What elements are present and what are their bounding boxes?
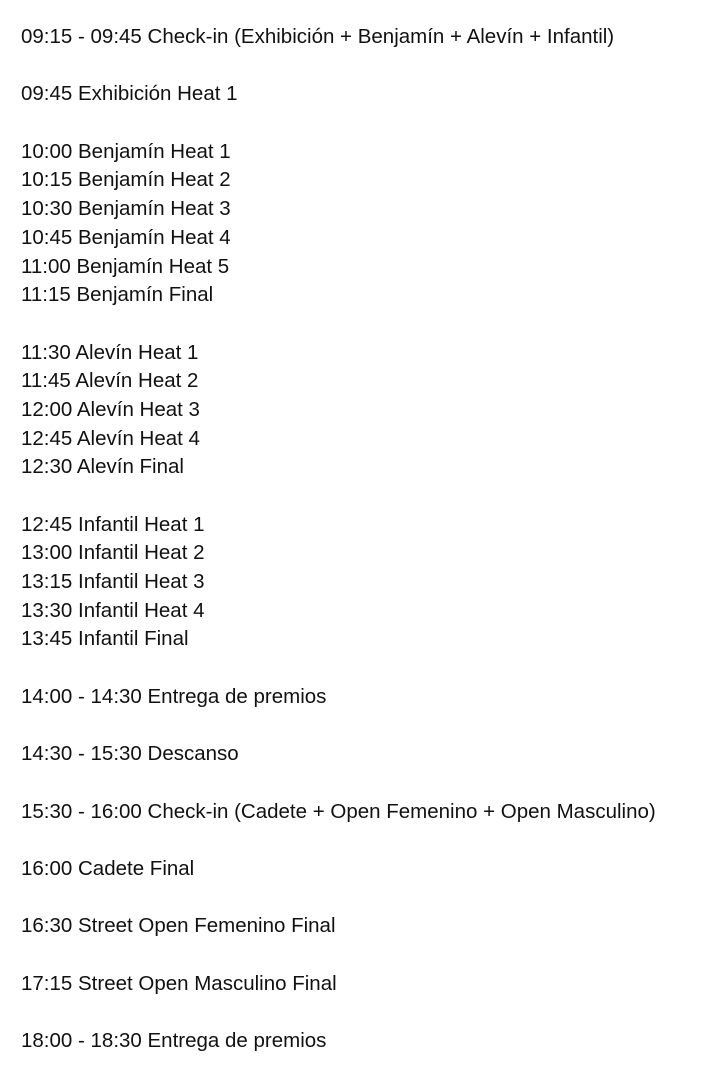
schedule-group-awards-morning: [21, 683, 721, 712]
schedule-group-open-femenino: [21, 912, 721, 941]
schedule-line: 15:30 - 16:00 Check-in (Cadete + Open Femenino + Open Masculino): [21, 799, 656, 823]
schedule-line: 14:30 - 15:30 Descanso: [21, 742, 239, 766]
schedule-line: 13:45 Infantil Final: [21, 627, 189, 651]
schedule-line: 13:30 Infantil Heat 4: [21, 598, 205, 622]
schedule-line: 11:00 Benjamín Heat 5: [21, 254, 230, 278]
schedule-group-cadete: [21, 855, 721, 884]
schedule-group-infantil: [21, 511, 721, 654]
schedule-line: 10:15 Benjamín Heat 2: [21, 168, 231, 192]
schedule-line: 12:00 Alevín Heat 3: [21, 397, 200, 421]
schedule-line: 13:00 Infantil Heat 2: [21, 541, 205, 565]
schedule-group-checkin-morning: [21, 23, 721, 52]
schedule-group-exhibicion: [21, 80, 721, 109]
schedule-line: 18:00 - 18:30 Entrega de premios: [21, 1029, 327, 1053]
schedule-document: [21, 23, 721, 1056]
schedule-group-open-masculino: [21, 970, 721, 999]
schedule-group-awards-afternoon: [21, 1027, 721, 1056]
schedule-line: 16:30 Street Open Femenino Final: [21, 914, 336, 938]
schedule-group-checkin-afternoon: [21, 798, 721, 827]
schedule-line: 17:15 Street Open Masculino Final: [21, 971, 337, 995]
schedule-line: 10:00 Benjamín Heat 1: [21, 139, 231, 163]
schedule-line: 11:30 Alevín Heat 1: [21, 340, 199, 364]
schedule-line: 11:45 Alevín Heat 2: [21, 369, 199, 393]
schedule-group-alevin: [21, 339, 721, 482]
schedule-line: 14:00 - 14:30 Entrega de premios: [21, 684, 327, 708]
schedule-line: 16:00 Cadete Final: [21, 856, 195, 880]
schedule-group-benjamin: [21, 138, 721, 310]
schedule-line: 12:30 Alevín Final: [21, 455, 184, 479]
schedule-line: 11:15 Benjamín Final: [21, 283, 214, 307]
schedule-line: 12:45 Alevín Heat 4: [21, 426, 200, 450]
schedule-line: 09:15 - 09:45 Check-in (Exhibición + Benjamín + Alevín + Infantil): [21, 25, 615, 48]
schedule-line: 10:45 Benjamín Heat 4: [21, 225, 231, 249]
schedule-line: 10:30 Benjamín Heat 3: [21, 197, 231, 221]
schedule-line: 12:45 Infantil Heat 1: [21, 512, 205, 536]
schedule-group-break: [21, 740, 721, 769]
schedule-line: 09:45 Exhibición Heat 1: [21, 82, 238, 106]
schedule-line: 13:15 Infantil Heat 3: [21, 570, 205, 594]
